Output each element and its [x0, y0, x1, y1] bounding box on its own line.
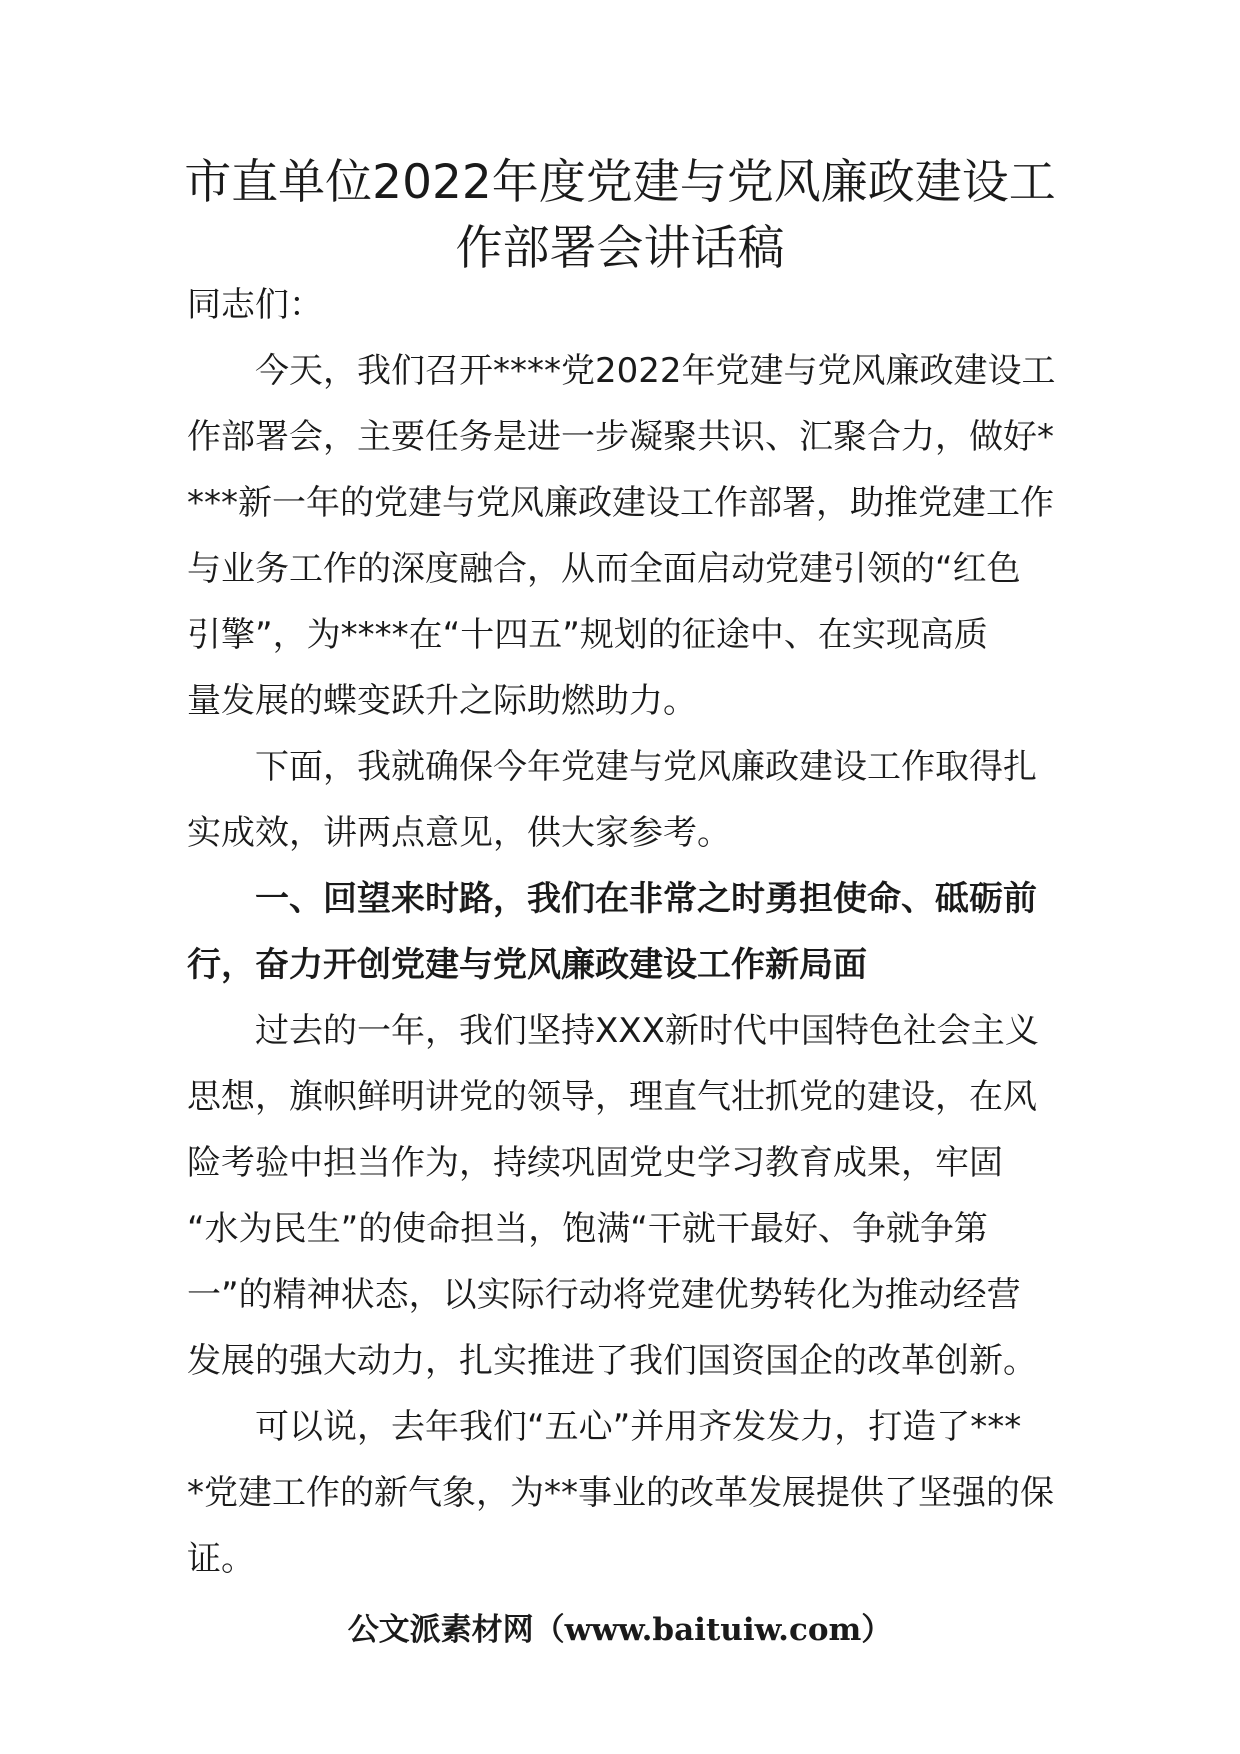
document-title [160, 150, 1080, 282]
title-line-1: 市直单位2022年度党建与党风廉政建设工 [184, 155, 1056, 210]
salutation: 同志们： [187, 285, 323, 325]
document-body [187, 272, 1057, 1592]
footer-source: 公文派素材网（www.baituiw.com） [347, 1612, 893, 1648]
section-heading-1: 一、回望来时路，我们在非常之时勇担使命、砥砺前 行，奋力开创党建与党风廉政建设工作新局面 [187, 879, 1037, 985]
paragraph-opening: 今天，我们召开****党2022年党建与党风廉政建设工 作部署会，主要任务是进一步凝聚共识、汇聚合力，做好* ***新一年的党建与党风廉政建设工作部署，助推党建工作 与业务工作的深度融合，从而全面启动党建引领的“红色 引擎”，为****在“十四五”规划的征途中、在实现高质 量发展的蝶变跃升之际助燃助力。 [187, 351, 1056, 721]
paragraph-summary: 可以说，去年我们“五心”并用齐发发力，打造了*** *党建工作的新气象，为**事业的改革发展提供了坚强的保 证。 [187, 1407, 1054, 1579]
paragraph-review: 过去的一年，我们坚持XXX新时代中国特色社会主义 思想，旗帜鲜明讲党的领导，理直气壮抓党的建设，在风 险考验中担当作为，持续巩固党史学习教育成果，牢固 “水为民生”的使命担当，饱满“干就干最好、争就争第 一”的精神状态，以实际行动将党建优势转化为推动经营 发展的强大动力，扎实推进了我们国资国企的改革创新。 [187, 1011, 1039, 1381]
title-line-2: 作部署会讲话稿 [455, 221, 785, 276]
paragraph-intro: 下面，我就确保今年党建与党风廉政建设工作取得扎 实成效，讲两点意见，供大家参考。 [187, 747, 1037, 853]
